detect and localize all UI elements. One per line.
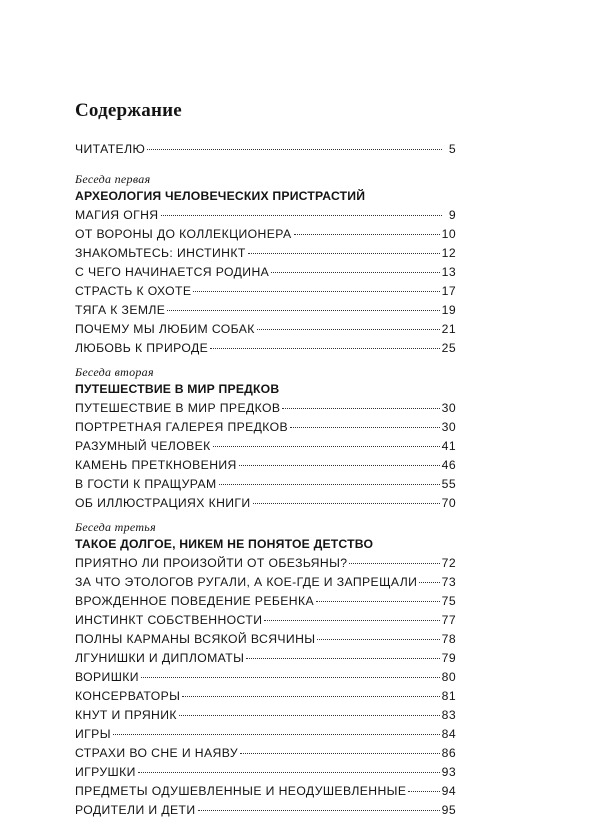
toc-entry-page-number: 80: [441, 670, 456, 684]
dot-leader: [264, 620, 439, 621]
toc-entry-title: ИНСТИНКТ СОБСТВЕННОСТИ: [75, 613, 263, 627]
toc-entry: [75, 399, 456, 418]
toc-entry-page-number: 86: [441, 746, 456, 760]
toc-entry-page-number: 70: [441, 496, 456, 510]
spacer: [75, 159, 456, 165]
toc-entry: [75, 320, 456, 339]
toc-entry: [75, 244, 456, 263]
toc-entry-page-number: 30: [441, 420, 456, 434]
toc-entry: [75, 418, 456, 437]
section-title: АРХЕОЛОГИЯ ЧЕЛОВЕЧЕСКИХ ПРИСТРАСТИЙ: [75, 189, 366, 203]
toc-entry-page-number: 72: [441, 556, 456, 570]
toc-entry-page-number: 17: [441, 284, 456, 298]
toc-entry-title: КАМЕНЬ ПРЕТКНОВЕНИЯ: [75, 458, 237, 472]
toc-entry-title: ИГРУШКИ: [75, 765, 136, 779]
toc-entry: [75, 649, 456, 668]
dot-leader: [239, 465, 440, 466]
dot-leader: [419, 582, 439, 583]
toc-entry-page-number: 10: [441, 227, 456, 241]
toc-entry: [75, 801, 456, 820]
toc-entry: [75, 301, 456, 320]
toc-entry-page-number: 46: [441, 458, 456, 472]
toc-entry-title: ЛГУНИШКИ И ДИПЛОМАТЫ: [75, 651, 245, 665]
toc-entry-page-number: 94: [441, 784, 456, 798]
toc-entry-title: ТЯГА К ЗЕМЛЕ: [75, 303, 166, 317]
toc-entry-title: КОНСЕРВАТОРЫ: [75, 689, 181, 703]
section-title: ПУТЕШЕСТВИЕ В МИР ПРЕДКОВ: [75, 382, 280, 396]
toc-entry-page-number: 19: [441, 303, 456, 317]
toc-entry-title: ПОЛНЫ КАРМАНЫ ВСЯКОЙ ВСЯЧИНЫ: [75, 632, 316, 646]
dot-leader: [179, 715, 440, 716]
toc-entry-page-number: 55: [441, 477, 456, 491]
toc-entry-page-number: 84: [441, 727, 456, 741]
dot-leader: [282, 408, 439, 409]
toc-entry-title: КНУТ И ПРЯНИК: [75, 708, 177, 722]
toc-entry-title: ЗА ЧТО ЭТОЛОГОВ РУГАЛИ, А КОЕ-ГДЕ И ЗАПРЕЩАЛИ: [75, 575, 418, 589]
dot-leader: [294, 234, 440, 235]
dot-leader: [167, 310, 439, 311]
toc-entry-page-number: 21: [441, 322, 456, 336]
toc-entry-page-number: 9: [448, 208, 456, 222]
toc-entry-page-number: 13: [441, 265, 456, 279]
toc-entry-title: МАГИЯ ОГНЯ: [75, 208, 159, 222]
toc-entry-title: ПОЧЕМУ МЫ ЛЮБИМ СОБАК: [75, 322, 255, 336]
toc-entry-page-number: 25: [441, 341, 456, 355]
dot-leader: [113, 734, 440, 735]
toc-entry-page-number: 77: [441, 613, 456, 627]
toc-entry-title: РОДИТЕЛИ И ДЕТИ: [75, 803, 196, 817]
toc-entry: [75, 339, 456, 358]
toc-entry-title: ПРИЯТНО ЛИ ПРОИЗОЙТИ ОТ ОБЕЗЬЯНЫ?: [75, 556, 348, 570]
toc-entry-title: ВОРИШКИ: [75, 670, 139, 684]
dot-leader: [316, 601, 440, 602]
toc-entry-title: ОБ ИЛЛЮСТРАЦИЯХ КНИГИ: [75, 496, 251, 510]
dot-leader: [290, 427, 440, 428]
toc-entry-title: ЧИТАТЕЛЮ: [75, 142, 146, 156]
toc-entry-page-number: 78: [441, 632, 456, 646]
toc-entry: [75, 437, 456, 456]
dot-leader: [240, 753, 440, 754]
toc-entry-title: ИГРЫ: [75, 727, 111, 741]
toc-entry: [75, 475, 456, 494]
toc-entry: [75, 225, 456, 244]
toc-entry-title: ПУТЕШЕСТВИЕ В МИР ПРЕДКОВ: [75, 401, 281, 415]
section-label: Беседа вторая: [75, 365, 154, 379]
dot-leader: [257, 329, 440, 330]
toc-entry-page-number: 95: [441, 803, 456, 817]
toc-entry: [75, 687, 456, 706]
toc-section-1: [75, 171, 456, 358]
dot-leader: [219, 484, 440, 485]
toc-section-2: [75, 364, 456, 513]
toc-entry-page-number: 41: [441, 439, 456, 453]
section-label: Беседа первая: [75, 172, 151, 186]
toc-entry: [75, 706, 456, 725]
toc-entry-page-number: 83: [441, 708, 456, 722]
toc-entry-title: СТРАСТЬ К ОХОТЕ: [75, 284, 192, 298]
dot-leader: [271, 272, 439, 273]
dot-leader: [138, 772, 440, 773]
toc-entry-title: СТРАХИ ВО СНЕ И НАЯВУ: [75, 746, 239, 760]
toc-entry: [75, 782, 456, 801]
dot-leader: [349, 563, 439, 564]
toc-entry: [75, 725, 456, 744]
toc-section-3: [75, 519, 456, 820]
toc-entry: [75, 282, 456, 301]
toc-entry: [75, 763, 456, 782]
toc-entry-title: С ЧЕГО НАЧИНАЕТСЯ РОДИНА: [75, 265, 270, 279]
toc-entry-title: ПОРТРЕТНАЯ ГАЛЕРЕЯ ПРЕДКОВ: [75, 420, 289, 434]
toc-entry: [75, 206, 456, 225]
dot-leader: [210, 348, 439, 349]
toc-entry-title: ЗНАКОМЬТЕСЬ: ИНСТИНКТ: [75, 246, 246, 260]
toc-entry: [75, 611, 456, 630]
toc-entry: [75, 630, 456, 649]
dot-leader: [182, 696, 439, 697]
dot-leader: [147, 149, 442, 150]
toc-entry-page-number: 81: [441, 689, 456, 703]
toc-entry-title: РАЗУМНЫЙ ЧЕЛОВЕК: [75, 439, 211, 453]
toc-entry: [75, 554, 456, 573]
toc-entry-page-number: 93: [441, 765, 456, 779]
toc-entry: [75, 263, 456, 282]
toc-entry-page-number: 30: [441, 401, 456, 415]
toc-entry-page-number: 73: [441, 575, 456, 589]
toc-entry-page-number: 5: [448, 142, 456, 156]
toc-entry: [75, 494, 456, 513]
page-title: Содержание: [75, 100, 182, 121]
section-label: Беседа третья: [75, 520, 156, 534]
toc-entry-title: ПРЕДМЕТЫ ОДУШЕВЛЕННЫЕ И НЕОДУШЕВЛЕННЫЕ: [75, 784, 407, 798]
dot-leader: [317, 639, 439, 640]
toc-entry: [75, 744, 456, 763]
toc-entry: [75, 456, 456, 475]
section-title: ТАКОЕ ДОЛГОЕ, НИКЕМ НЕ ПОНЯТОЕ ДЕТСТВО: [75, 537, 374, 551]
toc-entry-title: ВРОЖДЕННОЕ ПОВЕДЕНИЕ РЕБЕНКА: [75, 594, 315, 608]
toc-entry-preface: [75, 140, 456, 159]
dot-leader: [193, 291, 439, 292]
toc-entry-title: ОТ ВОРОНЫ ДО КОЛЛЕКЦИОНЕРА: [75, 227, 292, 241]
toc-entry-title: ЛЮБОВЬ К ПРИРОДЕ: [75, 341, 209, 355]
dot-leader: [408, 791, 439, 792]
dot-leader: [248, 253, 440, 254]
dot-leader: [213, 446, 440, 447]
toc-entry-title: В ГОСТИ К ПРАЩУРАМ: [75, 477, 217, 491]
toc-entry-page-number: 12: [441, 246, 456, 260]
dot-leader: [141, 677, 440, 678]
toc-entry: [75, 668, 456, 687]
dot-leader: [198, 810, 440, 811]
toc-entry-page-number: 75: [441, 594, 456, 608]
dot-leader: [253, 503, 440, 504]
toc-entry: [75, 592, 456, 611]
toc-entry-page-number: 79: [441, 651, 456, 665]
toc-entry: [75, 573, 456, 592]
dot-leader: [161, 215, 442, 216]
table-of-contents: [75, 140, 456, 820]
dot-leader: [246, 658, 439, 659]
